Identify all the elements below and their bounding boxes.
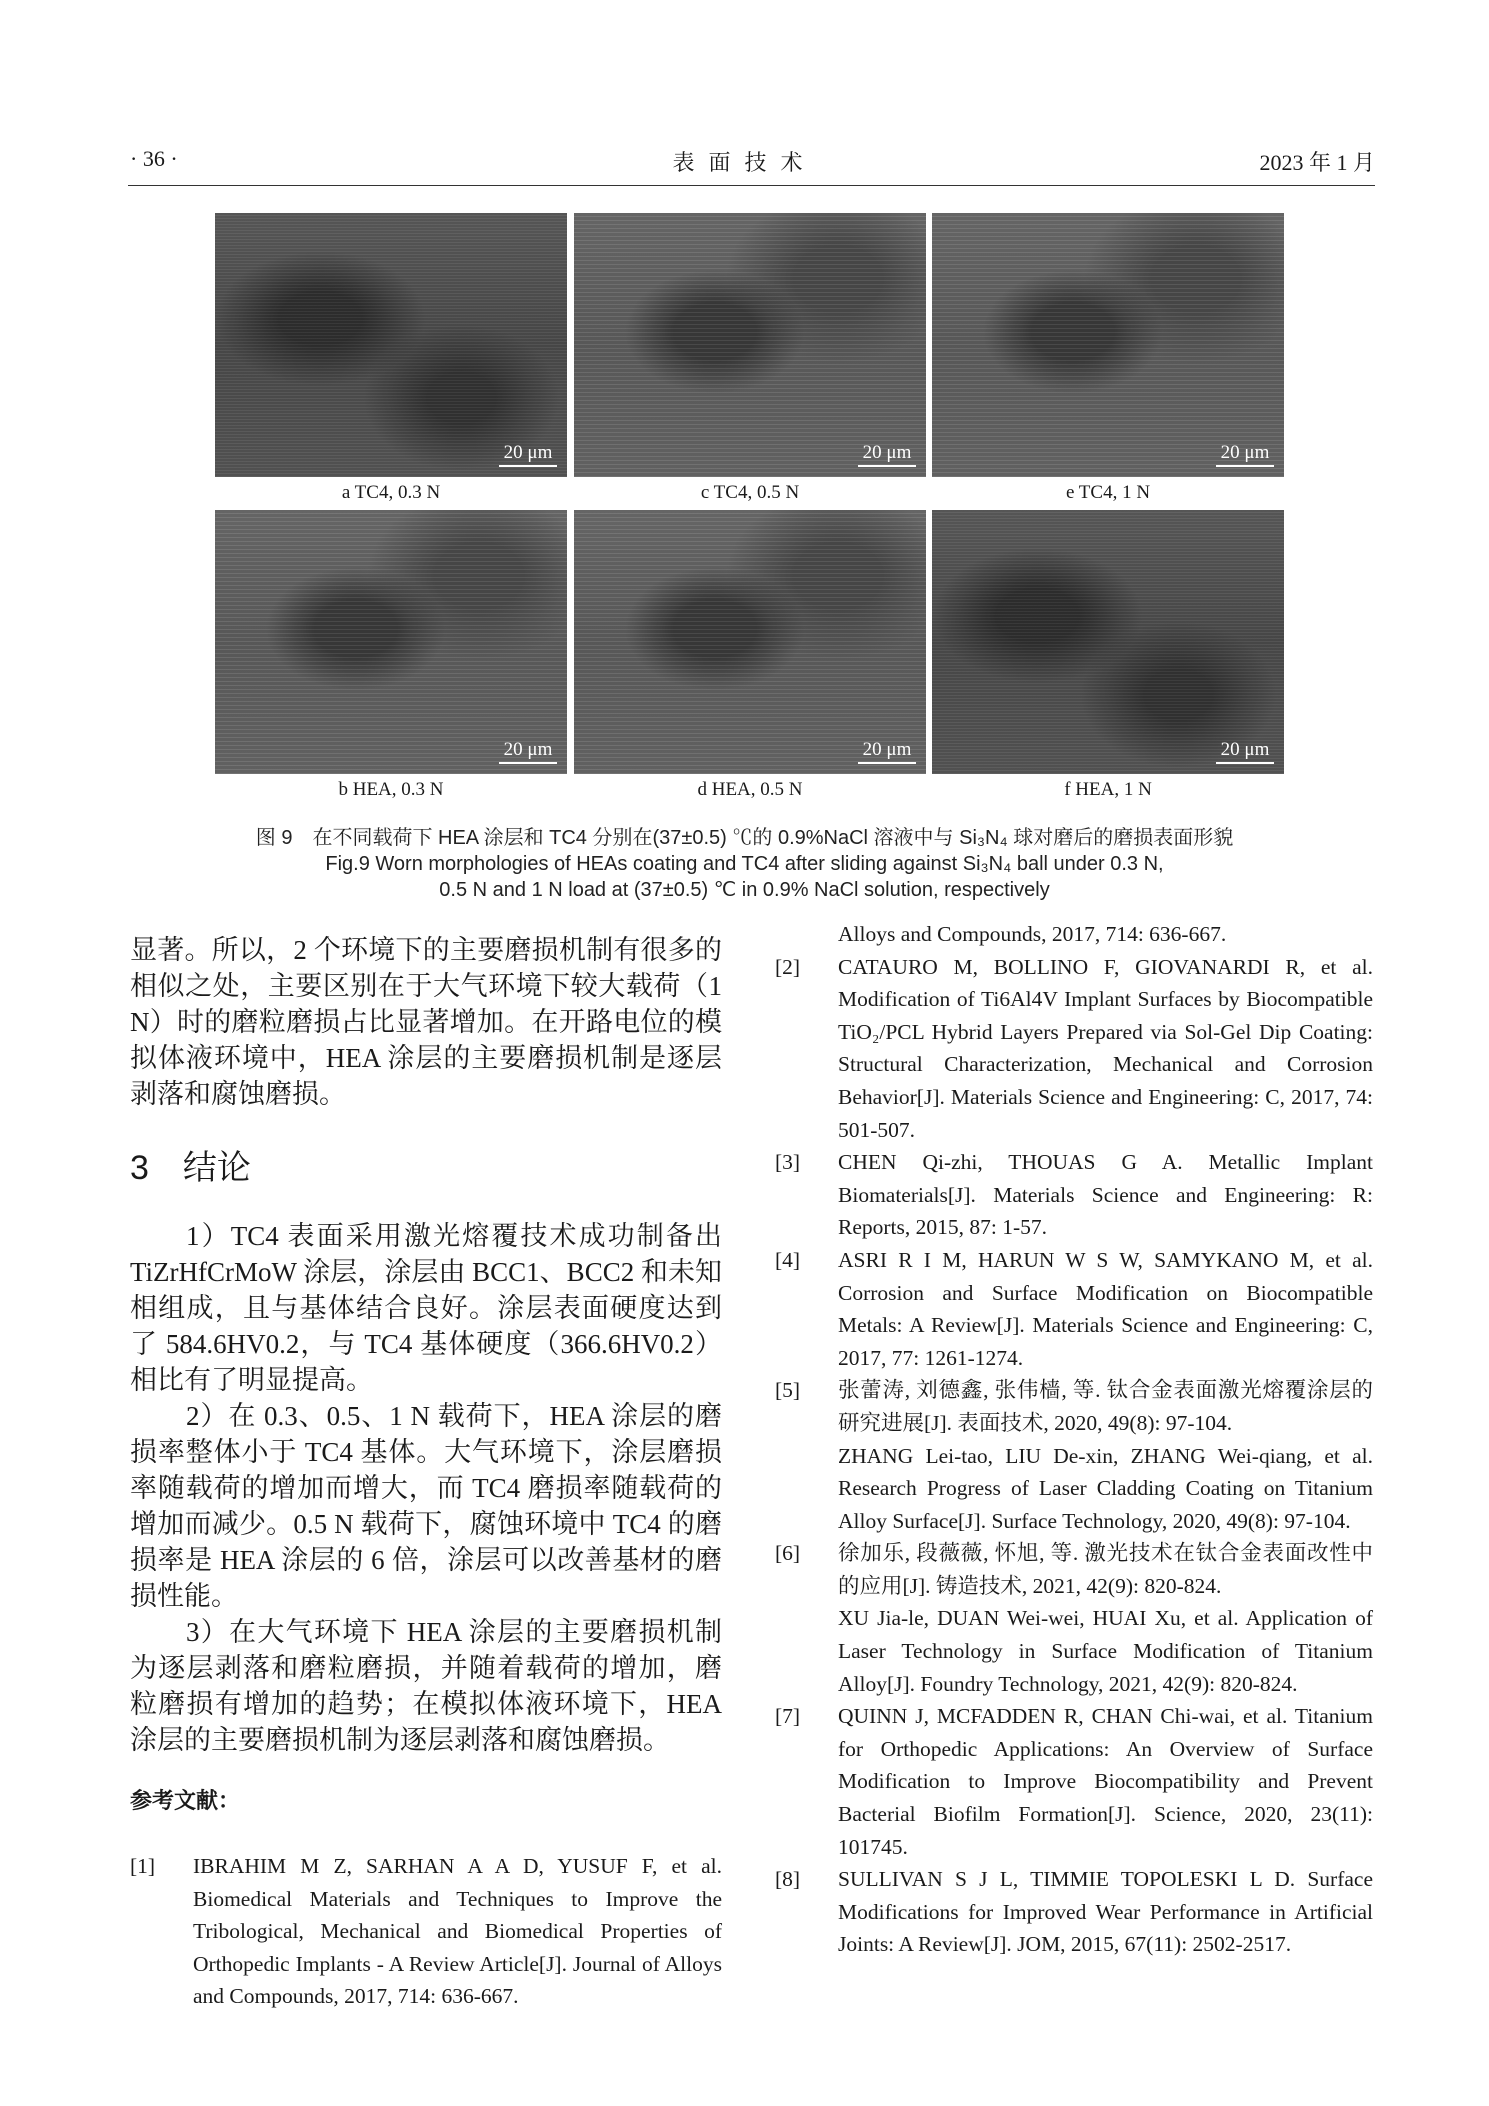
reference-item xyxy=(775,1146,1373,1244)
conclusions xyxy=(130,1218,722,1758)
reference-number: [8] xyxy=(775,1867,801,1892)
reference-list-right xyxy=(775,918,1373,1961)
scale-bar xyxy=(1216,442,1274,467)
scale-bar xyxy=(1216,739,1274,764)
reference-item xyxy=(775,1700,1373,1863)
panel-label-c: c TC4, 0.5 N xyxy=(700,482,800,503)
panel-label-b: b HEA, 0.3 N xyxy=(338,779,444,800)
conclusion-3: 3）在大气环境下 HEA 涂层的主要磨损机制为逐层剥落和磨粒磨损，并随着载荷的增加，磨粒磨损有增加的趋势；在模拟体液环境下，HEA 涂层的主要磨损机制为逐层剥落和腐蚀磨损。 xyxy=(130,1617,722,1755)
reference-text: IBRAHIM M Z, SARHAN A A D, YUSUF F, et al. Biomedical Materials and Techniques to Improve the Tribological, Mechanical and Biomedical Properties of Orthopedic Implants - A Review Article[J]. Journal of Alloys and Compounds, 2017, 714: 636-667. xyxy=(193,1854,722,2009)
continued-paragraph: 显著。所以，2 个环境下的主要磨损机制有很多的相似之处，主要区别在于大气环境下较大载荷（1 N）时的磨粒磨损占比显著增加。在开路电位的模拟体液环境中，HEA 涂层的主要磨损机制是逐层剥落和腐蚀磨损。 xyxy=(130,935,722,1109)
section-title: 结论 xyxy=(182,1149,251,1187)
scale-bar xyxy=(499,739,557,764)
reference-text-cn: 张蕾涛, 刘德鑫, 张伟樯, 等. 钛合金表面激光熔覆涂层的研究进展[J]. 表面技术, 2020, 49(8): 97-104. xyxy=(838,1378,1373,1435)
panel-label-a: a TC4, 0.3 N xyxy=(341,482,441,503)
figure-caption-en-1: Fig.9 Worn morphologies of HEAs coating and TC4 after sliding against Si₃N₄ ball under 0.3 N, xyxy=(325,853,1164,875)
reference-item xyxy=(775,1537,1373,1700)
reference-number: [4] xyxy=(775,1247,801,1272)
sem-image-e xyxy=(932,213,1284,477)
issue-date: 2023 年 1 月 xyxy=(1259,150,1375,175)
section-number: 3 xyxy=(130,1149,149,1187)
figure-caption-en-2: 0.5 N and 1 N load at (37±0.5) ℃ in 0.9% NaCl solution, respectively xyxy=(439,879,1050,901)
sem-image-c xyxy=(574,213,926,477)
reference-number: [1] xyxy=(130,1854,156,1878)
scale-label: 20 μm xyxy=(862,739,912,760)
scale-label: 20 μm xyxy=(1220,739,1270,760)
body-paragraph xyxy=(130,932,722,1112)
scale-label: 20 μm xyxy=(503,739,553,760)
reference-item xyxy=(775,1863,1373,1961)
reference-number: [5] xyxy=(775,1378,801,1403)
reference-item xyxy=(775,918,1373,951)
reference-item xyxy=(775,1374,1373,1537)
header-rule xyxy=(128,185,1375,186)
reference-text: CATAURO M, BOLLINO F, GIOVANARDI R, et al. Modification of Ti6Al4V Implant Surfaces by Biocompatible TiO₂/PCL Hybrid Layers Prepared via Sol-Gel Dip Coating: Structural Characterization, Mechanical and Corrosion Behavior[J]. Materials Science and Engineering: C, 2017, 74: 501-507. xyxy=(838,954,1373,1142)
panel-label-d: d HEA, 0.5 N xyxy=(697,779,803,800)
scale-label: 20 μm xyxy=(1220,442,1270,463)
references-heading: 参考文献： xyxy=(130,1788,241,1813)
figure-caption-cn: 图 9 在不同载荷下 HEA 涂层和 TC4 分别在(37±0.5) ℃的 0.9%NaCl 溶液中与 Si₃N₄ 球对磨后的磨损表面形貌 xyxy=(255,827,1234,849)
reference-text: CHEN Qi-zhi, THOUAS G A. Metallic Implant Biomaterials[J]. Materials Science and Engineering: R: Reports, 2015, 87: 1-57. xyxy=(838,1150,1373,1240)
reference-item xyxy=(775,951,1373,1147)
panel-label-f: f HEA, 1 N xyxy=(1064,779,1152,800)
sem-image-d xyxy=(574,510,926,774)
conclusion-1: 1）TC4 表面采用激光熔覆技术成功制备出 TiZrHfCrMoW 涂层，涂层由 BCC1、BCC2 和未知相组成，且与基体结合良好。涂层表面硬度达到了 584.6HV0.2，与 TC4 基体硬度（366.6HV0.2）相比有了明显提高。 xyxy=(130,1221,722,1395)
scale-bar xyxy=(499,442,557,467)
scale-bar xyxy=(858,739,916,764)
scale-bar xyxy=(858,442,916,467)
reference-number: [6] xyxy=(775,1541,801,1566)
reference-text: ASRI R I M, HARUN W S W, SAMYKANO M, et al. Corrosion and Surface Modification on Biocompatible Metals: A Review[J]. Materials Science and Engineering: C, 2017, 77: 1261-1274. xyxy=(838,1247,1373,1370)
conclusion-2: 2）在 0.3、0.5、1 N 载荷下，HEA 涂层的磨损率整体小于 TC4 基体。大气环境下，涂层磨损率随载荷的增加而增大，而 TC4 磨损率随载荷的增加而减少。0.5 N 载荷下，腐蚀环境中 TC4 的磨损率是 HEA 涂层的 6 倍，涂层可以改善基材的磨损性能。 xyxy=(130,1401,722,1611)
reference-item xyxy=(130,1850,722,2009)
sem-image-f xyxy=(932,510,1284,774)
sem-image-b xyxy=(215,510,567,774)
reference-number: [3] xyxy=(775,1150,801,1175)
panel-label-e: e TC4, 1 N xyxy=(1065,482,1151,503)
reference-text-en: ZHANG Lei-tao, LIU De-xin, ZHANG Wei-qiang, et al. Research Progress of Laser Cladding Coating on Titanium Alloy Surface[J]. Surface Technology, 2020, 49(8): 97-104. xyxy=(838,1443,1373,1533)
scale-label: 20 μm xyxy=(503,442,553,463)
reference-list-left xyxy=(130,1850,722,2009)
reference-text: SULLIVAN S J L, TIMMIE TOPOLESKI L D. Surface Modifications for Improved Wear Performance in Artificial Joints: A Review[J]. JOM, 2015, 67(11): 2502-2517. xyxy=(838,1867,1373,1957)
reference-text: QUINN J, MCFADDEN R, CHAN Chi-wai, et al. Titanium for Orthopedic Applications: An Overview of Surface Modification to Improve Biocompatibility and Prevent Bacterial Biofilm Formation[J]. Science, 2020, 23(11): 101745. xyxy=(838,1704,1373,1859)
scale-label: 20 μm xyxy=(862,442,912,463)
section-heading xyxy=(130,1140,285,1189)
reference-text-continued: Alloys and Compounds, 2017, 714: 636-667. xyxy=(838,922,1227,946)
page-number: · 36 · xyxy=(130,146,178,171)
reference-text-cn: 徐加乐, 段薇薇, 怀旭, 等. 激光技术在钛合金表面改性中的应用[J]. 铸造技术, 2021, 42(9): 820-824. xyxy=(838,1541,1373,1598)
reference-number: [7] xyxy=(775,1704,801,1729)
reference-number: [2] xyxy=(775,954,801,979)
reference-item xyxy=(775,1244,1373,1374)
sem-image-a xyxy=(215,213,567,477)
journal-title: 表面技术 xyxy=(672,150,817,175)
reference-text-en: XU Jia-le, DUAN Wei-wei, HUAI Xu, et al. Application of Laser Technology in Surface Modification of Titanium Alloy[J]. Foundry Technology, 2021, 42(9): 820-824. xyxy=(838,1606,1373,1696)
